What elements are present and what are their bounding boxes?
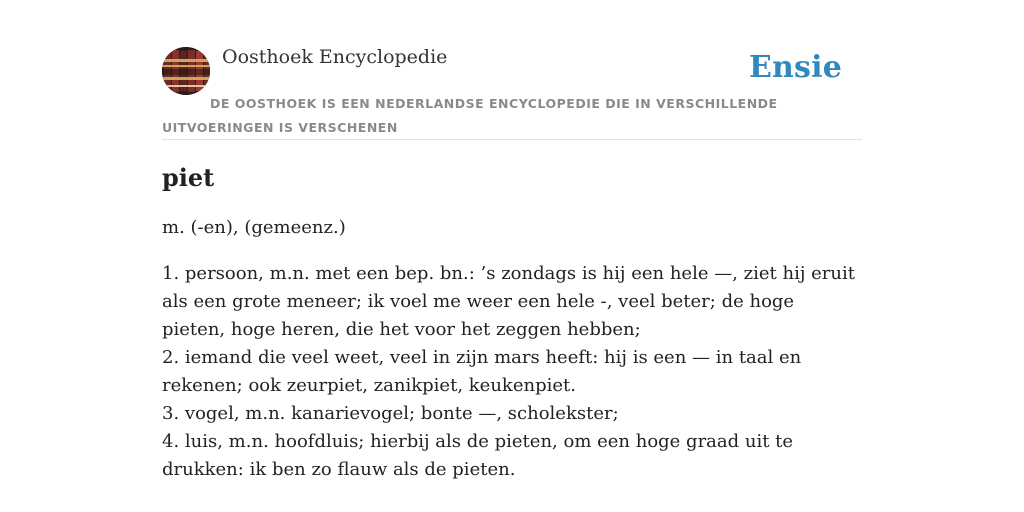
definition-item: 1. persoon, m.n. met een bep. bn.: ’s zondags is hij een hele —, ziet hij eruit als een grote meneer; ik voel me weer een hele -, veel beter; de hoge pieten, hoge heren, die het voor het zeggen hebben; xyxy=(162,263,855,340)
definition-item: 3. vogel, m.n. kanarievogel; bonte —, scholekster; xyxy=(162,403,619,424)
definition-item: 4. luis, m.n. hoofdluis; hierbij als de pieten, om een hoge graad uit te drukken: ik ben zo flauw als de pieten. xyxy=(162,431,794,480)
encyclopedia-books-icon[interactable] xyxy=(162,47,210,95)
entry-grammar: m. (-en), (gemeenz.) xyxy=(162,217,346,238)
definition-list xyxy=(162,260,862,484)
entry-content xyxy=(162,160,862,484)
definition-item: 2. iemand die veel weet, veel in zijn mars heeft: hij is een — in taal en rekenen; ook zeurpiet, zanikpiet, keukenpiet. xyxy=(162,347,802,396)
brand-logo[interactable]: Ensie xyxy=(748,50,842,85)
entry-word: piet xyxy=(162,163,215,192)
header xyxy=(162,44,862,140)
site-title[interactable]: Oosthoek Encyclopedie xyxy=(222,46,448,68)
site-tagline: DE OOSTHOEK IS EEN NEDERLANDSE ENCYCLOPEDIE DIE IN VERSCHILLENDE UITVOERINGEN IS VERSCHENEN xyxy=(162,96,778,135)
